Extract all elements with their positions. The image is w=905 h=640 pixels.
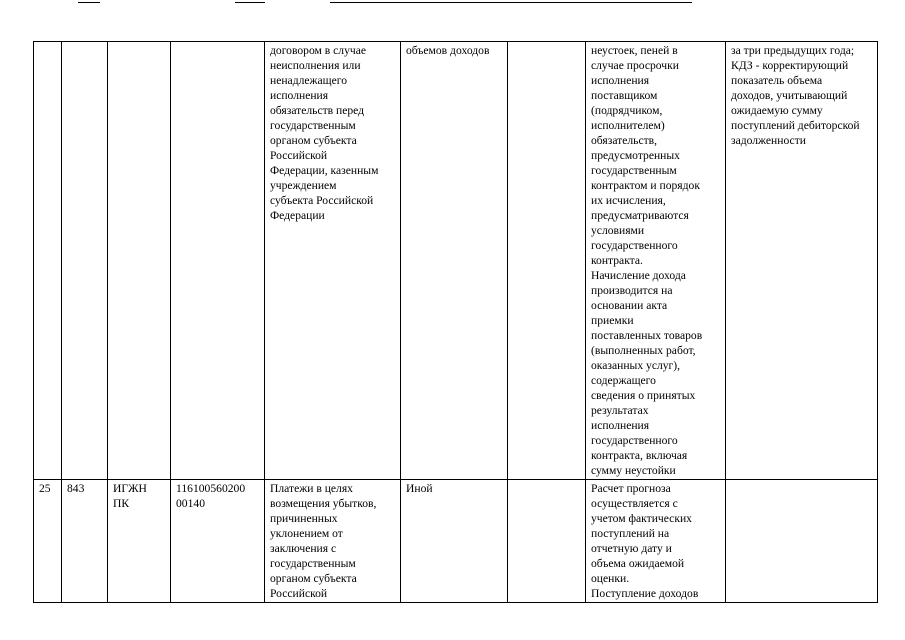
top-rule-center <box>235 2 265 3</box>
cell-code <box>62 42 108 480</box>
cell-indicators: за три предыдущих года; КДЗ - корректирующий показатель объема доходов, учитывающий ожидаемую сумму поступлений дебиторской задолженности <box>726 42 878 480</box>
cell-name: договором в случае неисполнения или ненадлежащего исполнения обязательств перед государственным органом субъекта Российской Федерации, казенным учреждением субъекта Российской Федерации <box>265 42 401 480</box>
cell-num: 25 <box>34 480 62 603</box>
cell-admin: ИГЖН ПК <box>108 480 171 603</box>
cell-algorithm: Расчет прогноза осуществляется с учетом фактических поступлений на отчетную дату и объема ожидаемой оценки. Поступление доходов <box>586 480 726 603</box>
cell-num <box>34 42 62 480</box>
cell-kbk: 116100560200 00140 <box>171 480 265 603</box>
top-rule-right <box>330 2 692 3</box>
cell-admin <box>108 42 171 480</box>
cell-kbk <box>171 42 265 480</box>
top-rule-left <box>78 2 100 3</box>
cell-method: Иной <box>401 480 508 603</box>
cell-formula <box>508 480 586 603</box>
cell-indicators <box>726 480 878 603</box>
cell-formula <box>508 42 586 480</box>
cell-code: 843 <box>62 480 108 603</box>
table-row <box>34 480 878 603</box>
revenue-forecast-table <box>33 41 878 603</box>
cell-algorithm: неустоек, пеней в случае просрочки исполнения поставщиком (подрядчиком, исполнителем) обязательств, предусмотренных государственным контрактом и порядок их исчисления, предусматриваются условиями государственного контракта. Начисление дохода производится на основании акта приемки поставленных товаров (выполненных работ, оказанных услуг), содержащего сведения о принятых результатах исполнения государственного контракта, включая сумму неустойки <box>586 42 726 480</box>
table-row <box>34 42 878 480</box>
cell-name: Платежи в целях возмещения убытков, причиненных уклонением от заключения с государственным органом субъекта Российской <box>265 480 401 603</box>
cell-method: объемов доходов <box>401 42 508 480</box>
